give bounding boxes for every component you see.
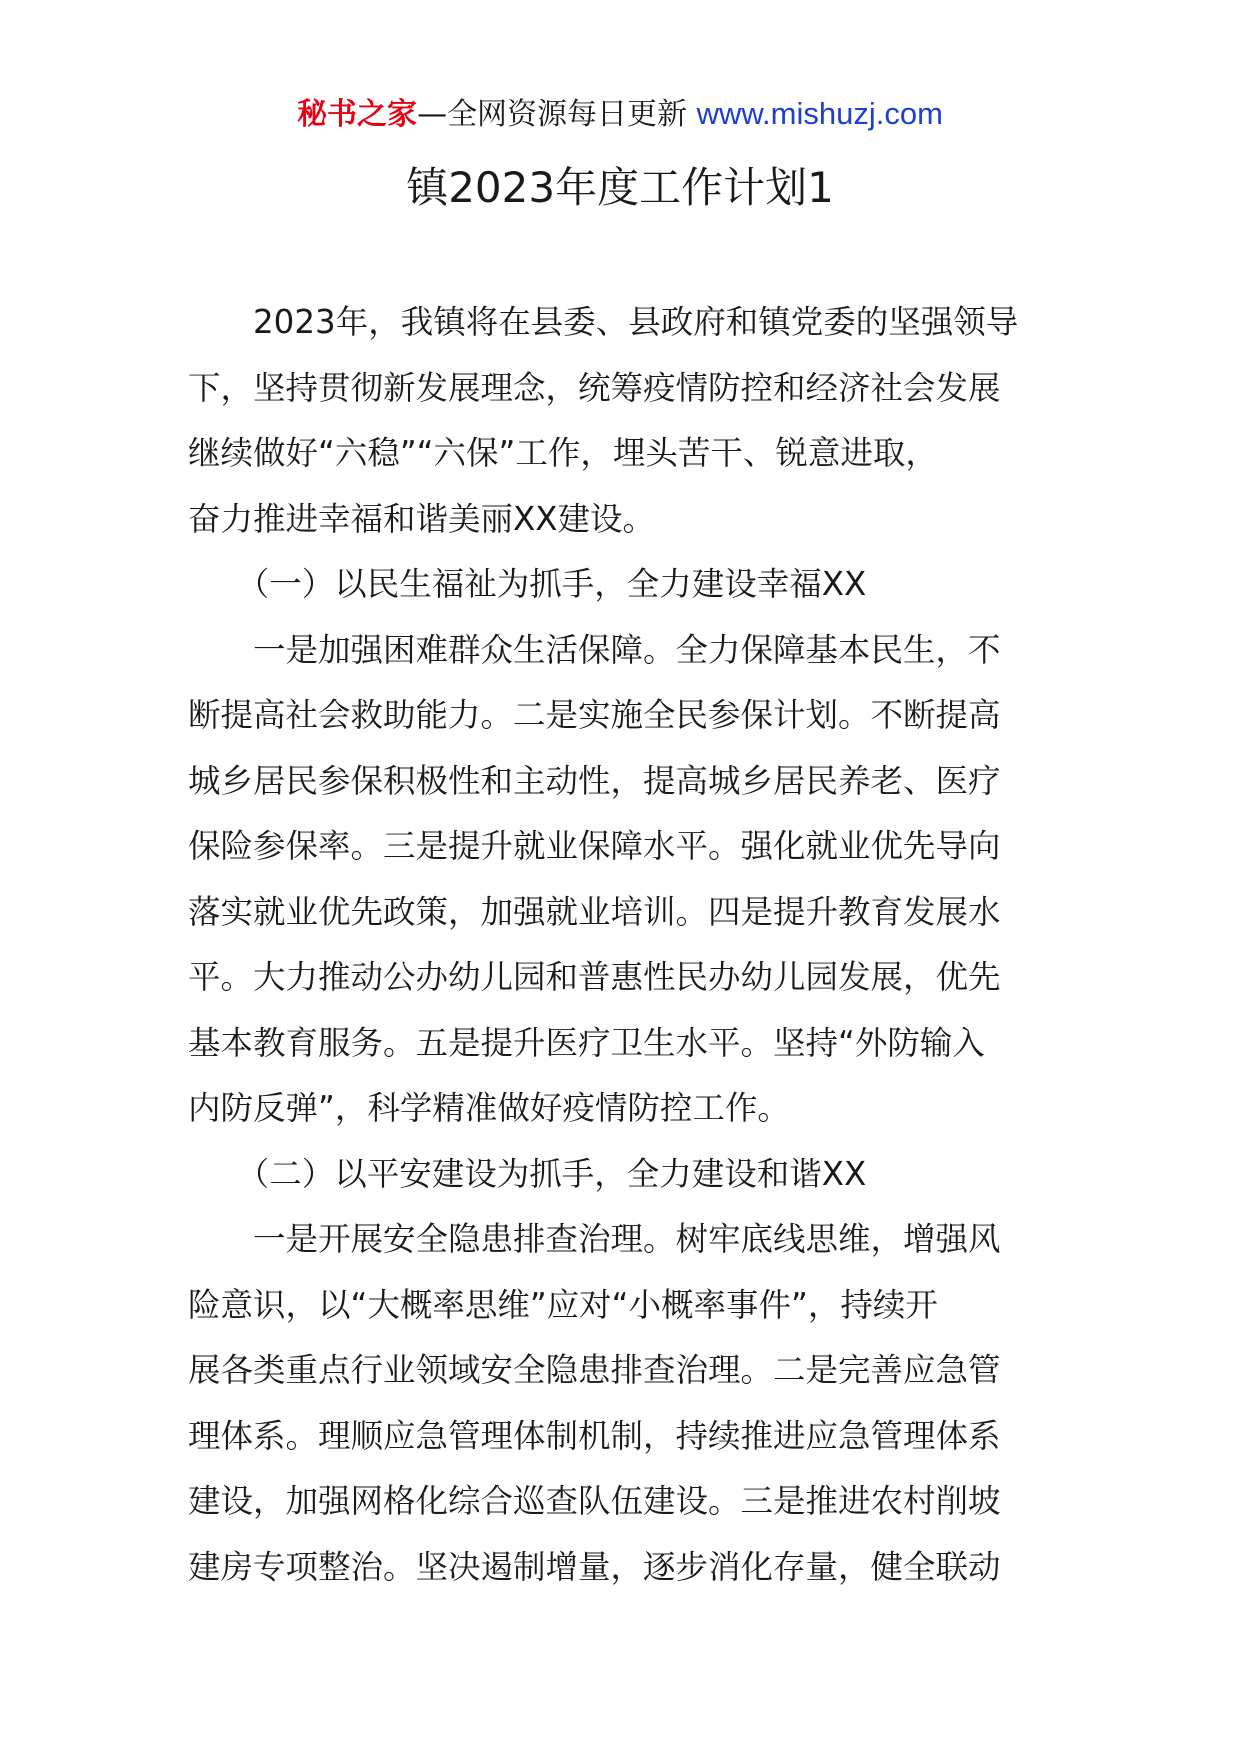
section-heading-2: （二）以平安建设为抓手，全力建设和谐XX [188, 1154, 867, 1193]
body-line: 内防反弹”，科学精准做好疫情防控工作。 [188, 1089, 790, 1127]
body-line: 断提高社会救助能力。二是实施全民参保计划。不断提高 [188, 696, 1001, 734]
body-line: 继续做好“六稳”“六保”工作，埋头苦干、锐意进取， [188, 434, 938, 472]
body-line: 落实就业优先政策，加强就业培训。四是提升教育发展水 [188, 892, 1001, 931]
site-header [0, 94, 1240, 135]
site-url-link[interactable]: www.mishuzj.com [696, 96, 943, 131]
body-line: 下，坚持贯彻新发展理念，统筹疫情防控和经济社会发展 [188, 368, 1001, 407]
body-line: 城乡居民参保积极性和主动性，提高城乡居民养老、医疗 [188, 761, 1001, 800]
body-line: 展各类重点行业领域安全隐患排查治理。二是完善应急管 [188, 1351, 1001, 1389]
body-line: 基本教育服务。五是提升医疗卫生水平。坚持“外防输入 [188, 1023, 985, 1062]
body-line: 保险参保率。三是提升就业保障水平。强化就业优先导向 [188, 827, 1001, 865]
section-heading-1: （一）以民生福祉为抓手，全力建设幸福XX [188, 565, 867, 603]
body-line: 理体系。理顺应急管理体制机制，持续推进应急管理体系 [188, 1416, 1001, 1455]
brand-name: 秘书之家 [297, 97, 418, 132]
body-line: 奋力推进幸福和谐美丽XX建设。 [188, 499, 656, 538]
body-line: 建设，加强网格化综合巡查队伍建设。三是推进农村削坡 [188, 1482, 1001, 1520]
body-line: 2023年，我镇将在县委、县政府和镇党委的坚强领导 [188, 303, 1019, 341]
header-slogan: —全网资源每日更新 [417, 97, 688, 132]
body-line: 平。大力推动公办幼儿园和普惠性民办幼儿园发展，优先 [188, 958, 1001, 996]
document-title: 镇2023年度工作计划1 [406, 163, 834, 212]
body-line: 建房专项整治。坚决遏制增量，逐步消化存量，健全联动 [188, 1547, 1001, 1586]
body-line: 一是加强困难群众生活保障。全力保障基本民生，不 [188, 630, 1001, 669]
body-line: 一是开展安全隐患排查治理。树牢底线思维，增强风 [188, 1220, 1001, 1258]
document-body [188, 290, 1056, 1600]
body-line: 险意识，以“大概率思维”应对“小概率事件”，持续开 [188, 1285, 938, 1324]
